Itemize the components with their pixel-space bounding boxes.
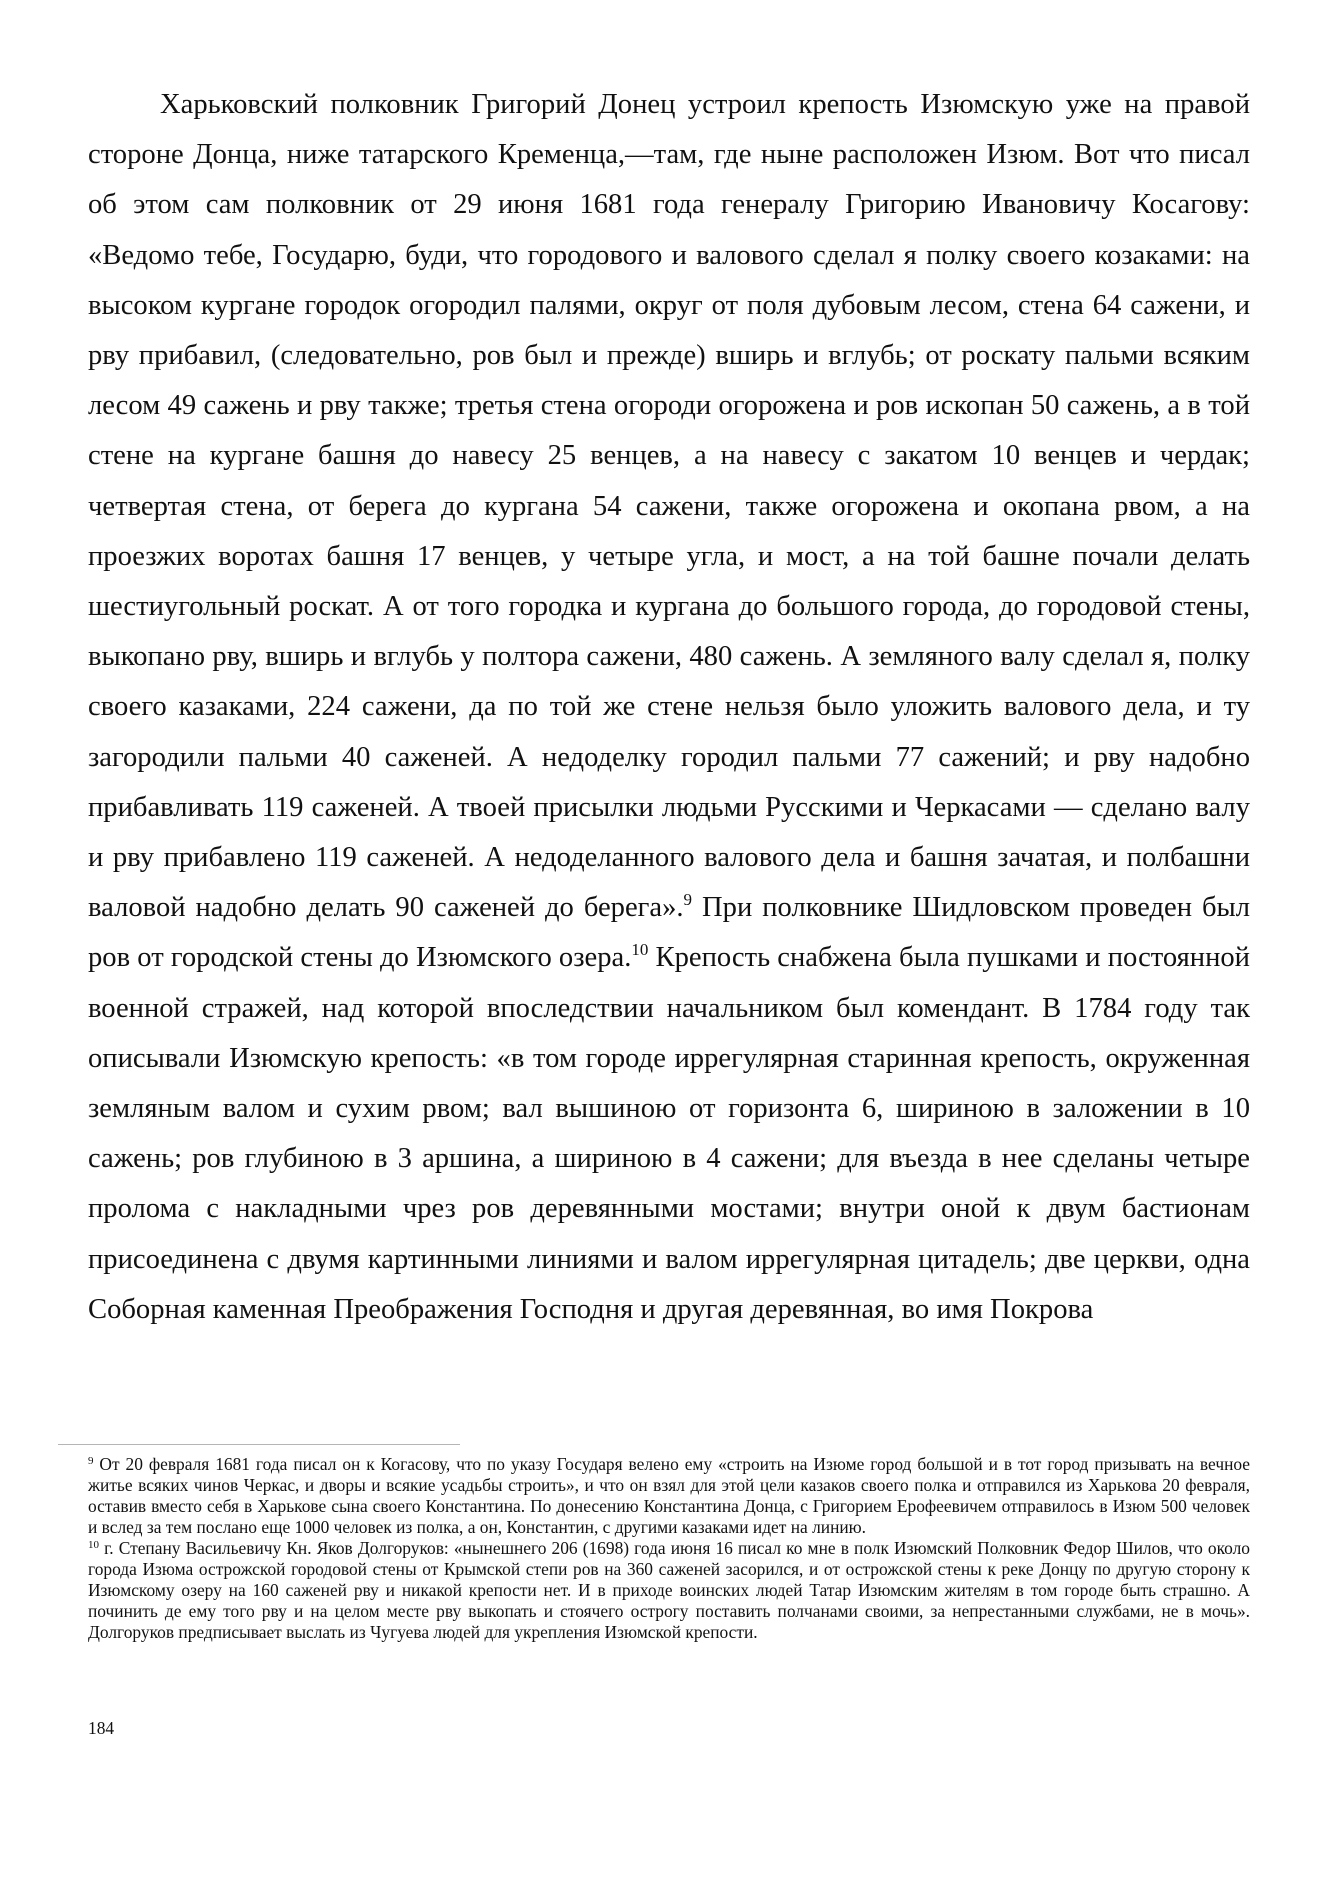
footnote-marker-10: 10 [88,1539,99,1551]
body-text-part-3: Крепость снабжена была пушками и постоянной военной стражей, над которой впоследствии начальником был комендант. В 1784 году так описывали Изюмскую крепость: «в том городе иррегулярная старинная крепость, окруженная земляным валом и сухим рвом; вал вышиною от горизонта 6, шириною в заложении в 10 сажень; ров глубиною в 3 аршина, а шириною в 4 сажени; для въезда в нее сделаны четыре пролома с накладными чрез ров деревянными мостами; внутри оной к двум бастионам присоединена с двумя картинными линиями и валом иррегулярная цитадель; две церкви, одна Соборная каменная Преображения Господня и другая деревянная, во имя Покрова [88,942,1250,1325]
footnote-10 [88,1538,1250,1643]
body-text-part-2: При полковнике Шидловском проведен был ров от городской стены до Изюмского озера. [88,892,1250,974]
footnote-9 [88,1454,1250,1538]
page-body [88,80,1250,1335]
footnote-ref-10[interactable]: 10 [631,940,649,960]
body-text-part-1: Харьковский полковник Григорий Донец устроил крепость Изюмскую уже на правой стороне Донца, ниже татарского Кременца,—там, где ныне расположен Изюм. Вот что писал об этом сам полковник от 29 июня 1681 года генералу Григорию Ивановичу Косагову: «Ведомо тебе, Государю, буди, что городового и валового сделал я полку своего козаками: на высоком кургане городок огородил палями, округ от поля дубовым лесом, стена 64 сажени, и рву прибавил, (следовательно, ров был и прежде) вширь и вглубь; от роскату пальми всяким лесом 49 сажень и рву также; третья стена огороди огорожена и ров ископан 50 сажень, а в той стене на кургане башня до навесу 25 венцев, а на навесу с закатом 10 венцев и чердак; четвертая стена, от берега до кургана 54 сажени, также огорожена и окопана рвом, а на проезжих воротах башня 17 венцев, у четыре угла, и мост, а на той башне почали делать шестиугольный роскат. А от того городка и кургана до большого города, до городовой стены, выкопано рву, вширь и вглубь у полтора сажени, 480 сажень. А земляного валу сделал я, полку своего казаками, 224 сажени, да по той же стене нельзя было уложить валового дела, и ту загородили пальми 40 саженей. А недоделку городил пальми 77 сажений; и рву надобно прибавливать 119 саженей. А твоей присылки людьми Русскими и Черкасами — сделано валу и рву прибавлено 119 саженей. А недоделанного валового дела и башня зачатая, и полбашни валовой надобно делать 90 саженей до берега». [88,89,1250,924]
page-number: 184 [88,1718,115,1738]
footnote-ref-9[interactable]: 9 [683,890,693,910]
footnotes-section [88,1454,1250,1643]
main-paragraph [88,80,1250,1335]
footnote-marker-9: 9 [88,1455,94,1467]
footnote-separator [58,1444,460,1445]
footnote-10-text: г. Степану Васильевичу Кн. Яков Долгоруков: «нынешнего 206 (1698) года июня 16 писал ко мне в полк Изюмский Полковник Федор Шилов, что около города Изюма острожской городовой стены от Крымской степи ров на 360 саженей засорился, и от острожской стены к реке Донцу по другую сторону к Изюмскому озеру на 160 саженей рву и никакой крепости нет. И в приходе воинских людей Татар Изюмским жителям в том городе быть страшно. А починить де ему того рву и на целом месте рву выкопать и стоячего острогу поставить полчанами своими, за непрестанными службами, не в мочь». Долгоруков предписывает выслать из Чугуева людей для укрепления Изюмской крепости. [88,1538,1250,1642]
footnote-9-text: От 20 февраля 1681 года писал он к Когасову, что по указу Государя велено ему «строить на Изюме город большой и в тот город призывать на вечное житье всяких чинов Черкас, и дворы и всякие усадьбы строить», и что он взял для этой цели казаков своего полка и отправился из Харькова 20 февраля, оставив вместо себя в Харькове сына своего Константина. По донесению Константина Донца, с Григорием Ерофеевичем отправилось в Изюм 500 человек и вслед за тем послано еще 1000 человек из полка, а он, Константин, с другими казаками идет на линию. [88,1454,1250,1537]
